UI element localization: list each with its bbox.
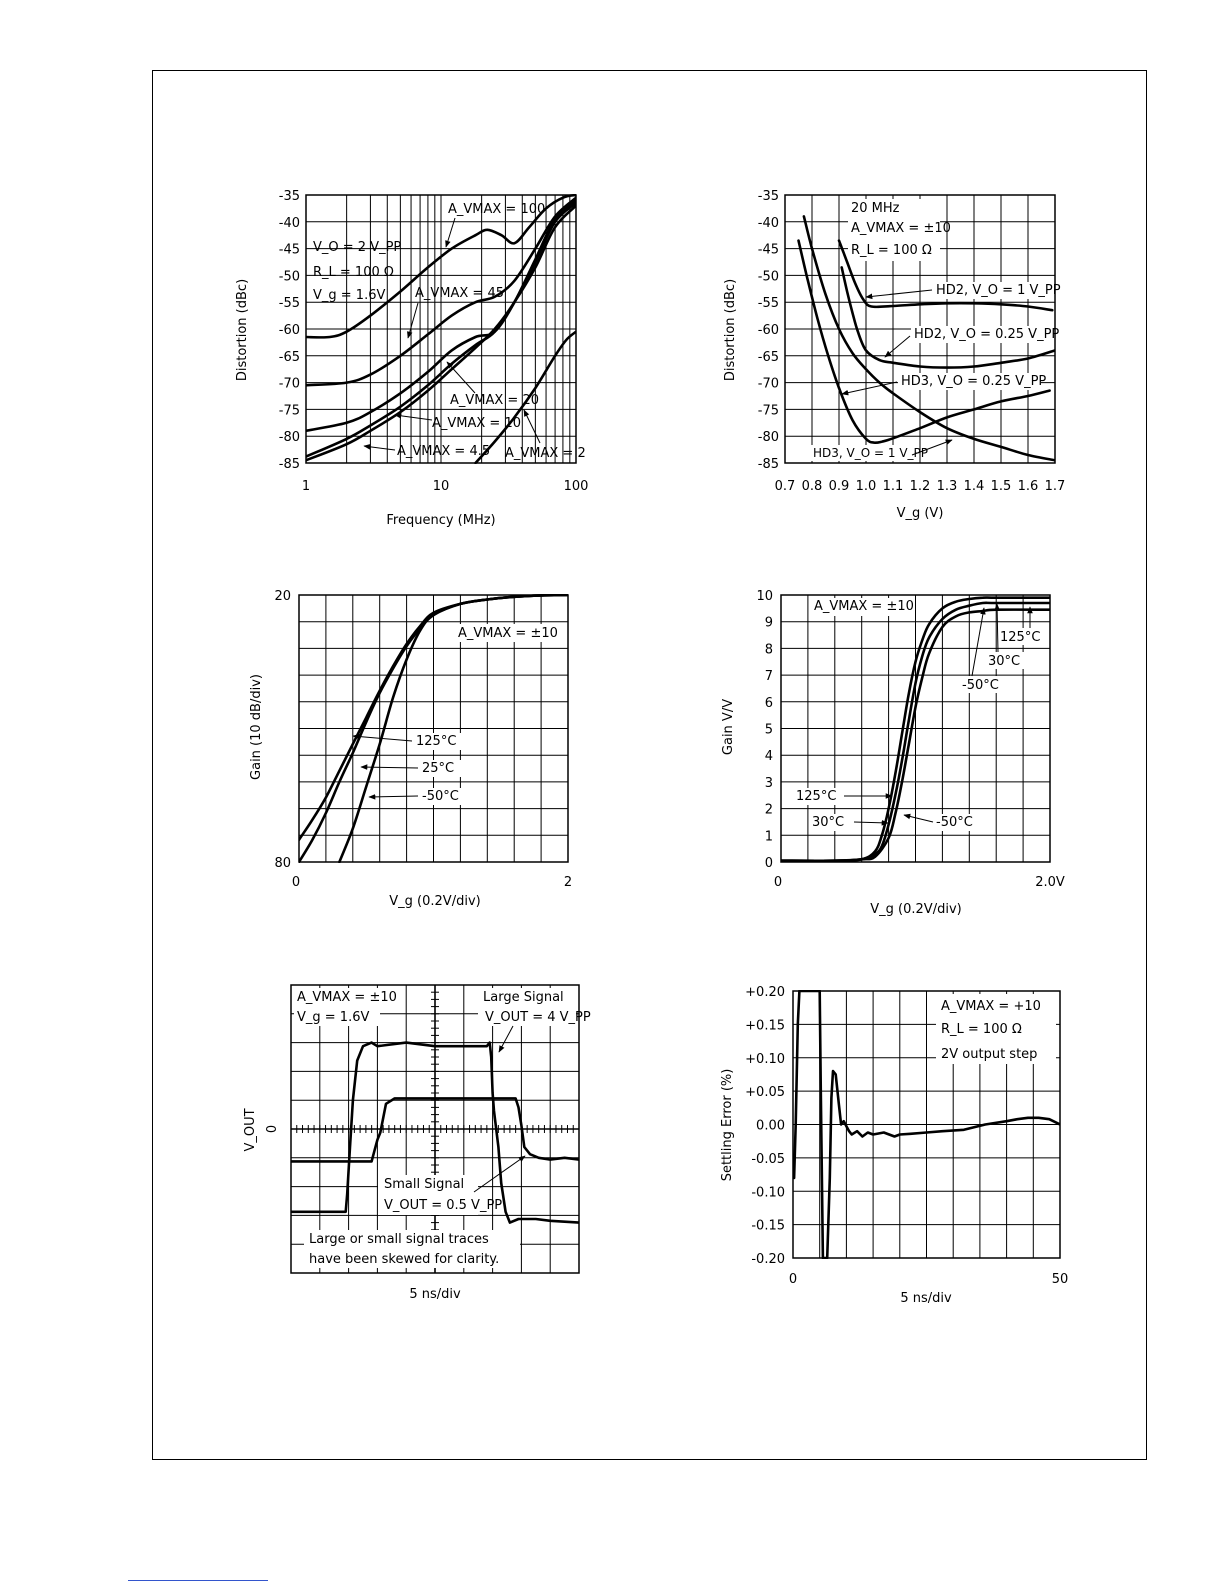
tick-labels bbox=[265, 1125, 280, 1133]
condition-avmax: A_VMAX = ±10 bbox=[814, 599, 914, 614]
arrow bbox=[364, 446, 395, 450]
tick-label: -80 bbox=[278, 430, 300, 446]
chart-gain-db-vs-vg bbox=[249, 589, 572, 909]
tick-label: 1.7 bbox=[1044, 479, 1066, 494]
arrow bbox=[972, 608, 984, 676]
series-labels bbox=[412, 733, 476, 805]
label-125c-bottom: 125°C bbox=[796, 789, 837, 804]
tick-label: -55 bbox=[278, 296, 300, 312]
tick-label: +0.20 bbox=[745, 985, 785, 1000]
arrow bbox=[842, 382, 897, 394]
x-axis-label: V_g (0.2V/div) bbox=[870, 902, 962, 917]
grid bbox=[291, 985, 579, 1273]
annotation-large-vout: V_OUT = 4 V_PP bbox=[485, 1010, 591, 1025]
conditions bbox=[294, 988, 397, 1026]
annotations bbox=[304, 988, 591, 1268]
tick-label: 0 bbox=[764, 856, 773, 871]
chart-settling-error bbox=[720, 985, 1068, 1306]
tick-label: 1 bbox=[764, 829, 773, 845]
tick-label: -65 bbox=[278, 349, 300, 365]
label-avmax-2: A_VMAX = 2 bbox=[505, 446, 586, 461]
tick-label: 1.0 bbox=[855, 479, 877, 494]
annotation-large-signal: Large Signal bbox=[483, 990, 564, 1005]
tick-label: 0 bbox=[291, 875, 301, 890]
label-30c-top: 30°C bbox=[988, 654, 1021, 669]
label-hd3-025vpp: HD3, V_O = 0.25 V_PP bbox=[901, 374, 1047, 389]
series-labels bbox=[810, 282, 1061, 461]
arrow bbox=[904, 815, 933, 822]
tick-label: -60 bbox=[278, 323, 300, 338]
label-hd3-1vpp: HD3, V_O = 1 V_PP bbox=[813, 446, 928, 460]
tick-label: 10 bbox=[432, 479, 450, 494]
chart-distortion-vs-frequency bbox=[235, 189, 588, 528]
arrow bbox=[854, 822, 888, 823]
chart-vout-pulse-response bbox=[243, 985, 591, 1302]
tick-label: -80 bbox=[757, 430, 779, 446]
label-hd2-025vpp: HD2, V_O = 0.25 V_PP bbox=[914, 327, 1060, 342]
tick-label: 0.00 bbox=[756, 1118, 785, 1134]
tick-label: 0.7 bbox=[774, 479, 796, 494]
annotation-skew-line2: have been skewed for clarity. bbox=[309, 1252, 500, 1267]
label-125c-top: 125°C bbox=[1000, 630, 1041, 645]
condition-rl: R_L = 100 Ω bbox=[313, 265, 394, 280]
label-hd2-1vpp: HD2, V_O = 1 V_PP bbox=[936, 283, 1061, 298]
label-avmax-45: A_VMAX = 45 bbox=[415, 286, 505, 301]
condition-vg: V_g = 1.6V bbox=[313, 288, 386, 303]
tick-label: 3 bbox=[764, 775, 773, 791]
tick-label: -0.15 bbox=[751, 1218, 785, 1234]
arrow bbox=[361, 767, 418, 768]
tick-label: 6 bbox=[764, 695, 773, 711]
tick-label: 1 bbox=[301, 479, 311, 494]
tick-label: 9 bbox=[764, 615, 773, 631]
tick-label: -0.20 bbox=[751, 1252, 785, 1267]
condition-avmax: A_VMAX = ±10 bbox=[458, 626, 558, 641]
tick-label: 8 bbox=[764, 642, 773, 658]
tick-label: 100 bbox=[563, 479, 589, 494]
tick-label: +0.10 bbox=[745, 1051, 785, 1067]
tick-label: 2 bbox=[563, 875, 573, 890]
tick-label: -45 bbox=[757, 242, 779, 258]
tick-label: 80 bbox=[274, 856, 291, 871]
tick-label: -85 bbox=[278, 457, 300, 472]
tick-label: -0.05 bbox=[751, 1151, 785, 1167]
tick-label: 5 bbox=[764, 722, 773, 738]
tick-label: -70 bbox=[757, 376, 779, 392]
tick-label: 20 bbox=[274, 589, 291, 604]
condition-vo: V_O = 2 V_PP bbox=[313, 240, 402, 255]
tick-label: -70 bbox=[278, 376, 300, 392]
chart-distortion-vs-vg bbox=[723, 189, 1065, 521]
tick-label: 1.2 bbox=[909, 479, 931, 494]
x-axis-label: V_g (0.2V/div) bbox=[389, 894, 481, 909]
conditions bbox=[848, 199, 951, 261]
tick-label: 0 bbox=[773, 875, 783, 890]
label-avmax-10: A_VMAX = 10 bbox=[432, 416, 522, 431]
tick-label: 1.1 bbox=[882, 479, 904, 494]
tick-label: 4 bbox=[764, 749, 773, 765]
arrow bbox=[885, 336, 910, 357]
arrow bbox=[408, 303, 418, 338]
condition-rl: R_L = 100 Ω bbox=[851, 243, 932, 258]
tick-label: +0.05 bbox=[745, 1085, 785, 1101]
label-avmax-20: A_VMAX = 20 bbox=[450, 393, 540, 408]
label-minus50c-top: -50°C bbox=[962, 678, 999, 693]
label-30c-bottom: 30°C bbox=[812, 815, 845, 830]
condition-avmax: A_VMAX = ±10 bbox=[851, 221, 951, 236]
label-avmax-100: A_VMAX = 100 bbox=[448, 202, 546, 217]
annotation-small-vout: V_OUT = 0.5 V_PP bbox=[384, 1198, 503, 1213]
y-axis-label: Gain V/V bbox=[721, 698, 736, 756]
label-minus50c: -50°C bbox=[422, 789, 459, 804]
condition-avmax: A_VMAX = +10 bbox=[941, 999, 1041, 1014]
y-axis-label: Distortion (dBc) bbox=[723, 278, 738, 382]
annotation-skew-line1: Large or small signal traces bbox=[309, 1232, 489, 1247]
tick-label: 2.0V bbox=[1035, 875, 1065, 890]
tick-label: 2 bbox=[764, 802, 773, 818]
tick-label: 50 bbox=[1051, 1272, 1069, 1287]
arrow bbox=[369, 796, 418, 797]
chart-gain-vv-vs-vg bbox=[721, 589, 1065, 917]
tick-label: -75 bbox=[278, 403, 300, 419]
tick-label: -35 bbox=[278, 189, 300, 204]
tick-label: -65 bbox=[757, 349, 779, 365]
tick-label: +0.15 bbox=[745, 1018, 785, 1034]
tick-label: 1.4 bbox=[963, 479, 985, 494]
condition-step: 2V output step bbox=[941, 1047, 1038, 1062]
tick-label: -35 bbox=[757, 189, 779, 204]
condition-avmax: A_VMAX = ±10 bbox=[297, 990, 397, 1005]
tick-label: -40 bbox=[278, 215, 300, 231]
conditions bbox=[313, 240, 401, 303]
y-axis-label: V_OUT bbox=[243, 1108, 258, 1152]
arrow bbox=[866, 290, 932, 297]
tick-label: 1.5 bbox=[990, 479, 1012, 494]
arrow bbox=[499, 1026, 513, 1052]
tick-label: 10 bbox=[756, 589, 773, 604]
tick-label: -45 bbox=[278, 242, 300, 258]
tick-label: 0.8 bbox=[801, 479, 823, 494]
tick-label: -50 bbox=[757, 269, 779, 285]
label-125c: 125°C bbox=[416, 734, 457, 749]
label-minus50c-bottom: -50°C bbox=[936, 815, 973, 830]
arrow bbox=[524, 410, 540, 443]
tick-label: -50 bbox=[278, 269, 300, 285]
y-axis-label: Distortion (dBc) bbox=[235, 278, 250, 382]
x-axis-label: 5 ns/div bbox=[409, 1287, 461, 1302]
label-25c: 25°C bbox=[422, 761, 455, 776]
conditions bbox=[936, 994, 1056, 1064]
tick-label: 0.9 bbox=[828, 479, 850, 494]
tick-label: 1.6 bbox=[1017, 479, 1039, 494]
y-axis-label: Settling Error (%) bbox=[720, 1068, 735, 1182]
x-axis-label: Frequency (MHz) bbox=[386, 513, 496, 528]
x-axis-label: 5 ns/div bbox=[900, 1291, 952, 1306]
tick-label: -60 bbox=[757, 323, 779, 338]
x-axis-label: V_g (V) bbox=[896, 506, 944, 521]
tick-label: -85 bbox=[757, 457, 779, 472]
condition-freq: 20 MHz bbox=[851, 201, 900, 216]
tick-label: 7 bbox=[764, 669, 773, 685]
y-axis-label: Gain (10 dB/div) bbox=[249, 674, 264, 780]
arrow bbox=[447, 362, 475, 393]
tick-label: 0 bbox=[788, 1272, 798, 1287]
tick-label: 0 bbox=[265, 1124, 280, 1134]
tick-label: -55 bbox=[757, 296, 779, 312]
tick-label: -40 bbox=[757, 215, 779, 231]
tick-label: -75 bbox=[757, 403, 779, 419]
condition-vg: V_g = 1.6V bbox=[297, 1010, 370, 1025]
condition-rl: R_L = 100 Ω bbox=[941, 1022, 1022, 1037]
annotation-small-signal: Small Signal bbox=[384, 1177, 465, 1192]
label-avmax-4-5: A_VMAX = 4.5 bbox=[397, 444, 491, 459]
tick-label: 1.3 bbox=[936, 479, 958, 494]
arrow bbox=[446, 218, 455, 247]
pointer-arrows bbox=[353, 736, 418, 797]
tick-label: -0.10 bbox=[751, 1185, 785, 1201]
